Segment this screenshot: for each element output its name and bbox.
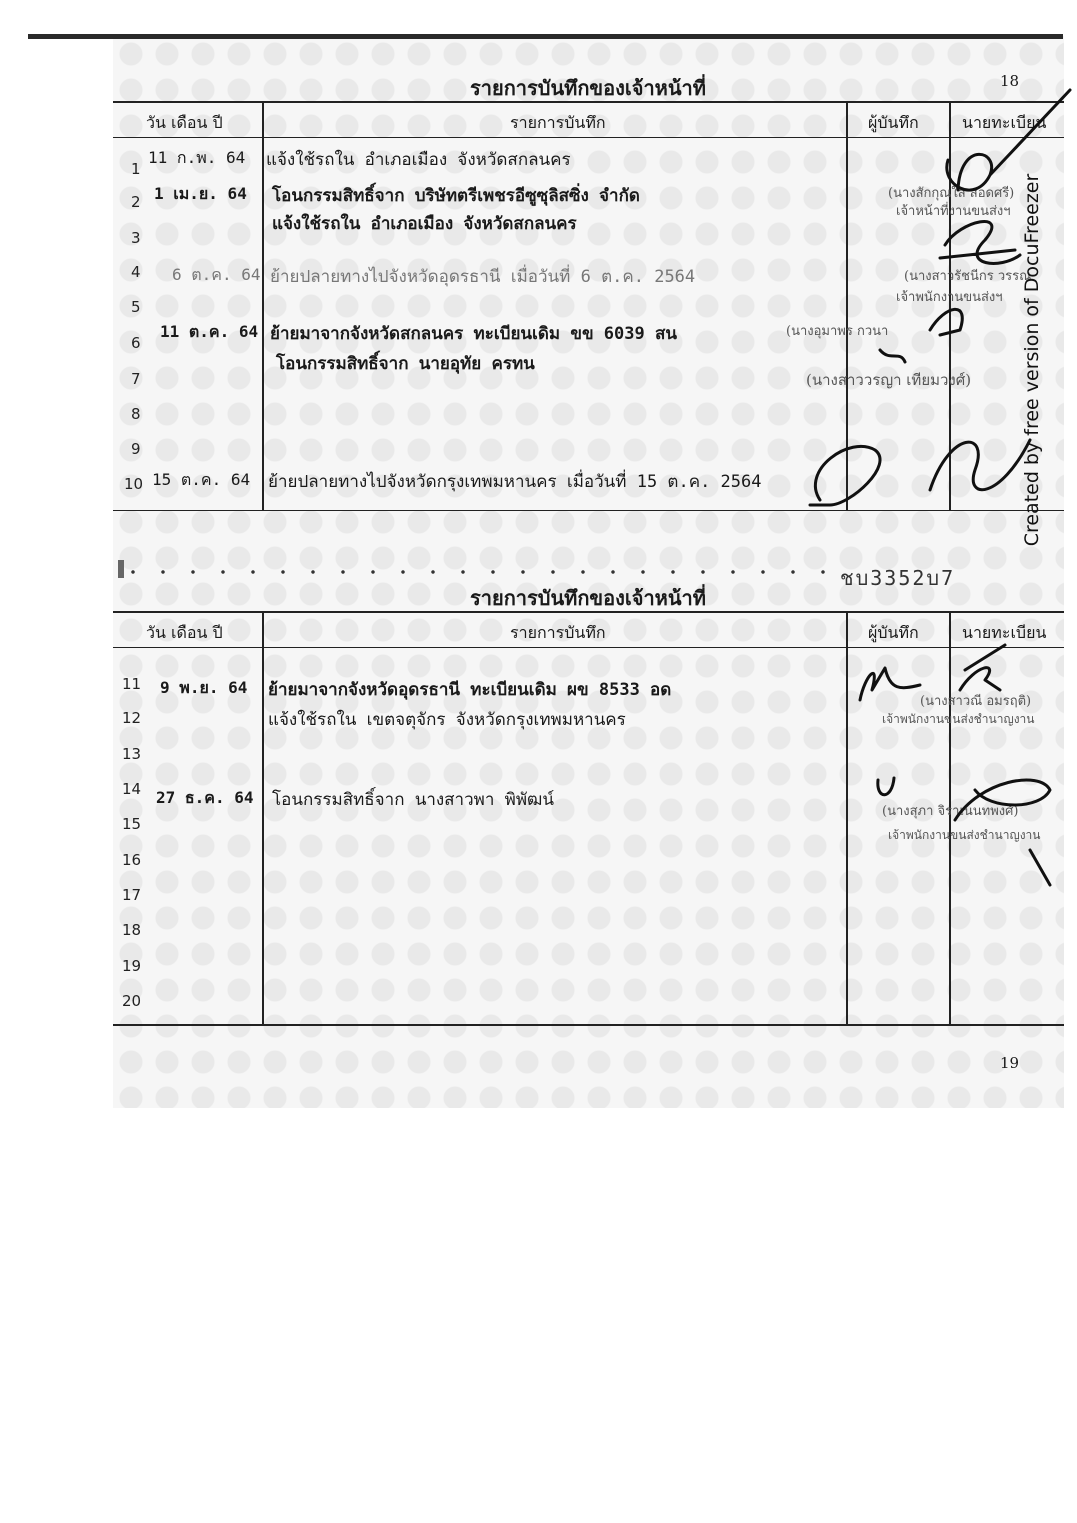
- page2-serial: ชบ3352บ7: [840, 566, 956, 590]
- officer-stamp: (นางสาววรญา เทียมวงศ์): [806, 371, 972, 389]
- page2-header-record: รายการบันทึก: [510, 623, 606, 642]
- page2-header-registrar: นายทะเบียน: [962, 623, 1047, 642]
- entry-text: ย้ายมาจากจังหวัดสกลนคร ทะเบียนเดิม ขข 6039 สน: [270, 324, 677, 344]
- entry-date: 11 ต.ค. 64: [160, 322, 259, 341]
- line-number: 16: [122, 851, 142, 869]
- entry-date: 9 พ.ย. 64: [160, 678, 248, 697]
- page1-header-recorder: ผู้บันทึก: [868, 113, 919, 132]
- page2-header-date: วัน เดือน ปี: [146, 623, 223, 642]
- line-number: 7: [131, 370, 141, 388]
- signature-stroke: [940, 221, 1020, 263]
- line-number: 5: [131, 298, 141, 316]
- signature-stroke: [960, 645, 1005, 690]
- entry-text: แจ้งใช้รถใน อำเภอเมือง จังหวัดสกลนคร: [266, 150, 571, 170]
- signature-stroke: [930, 309, 962, 335]
- line-number: 18: [122, 921, 142, 939]
- entry-text: ย้ายมาจากจังหวัดอุดรธานี ทะเบียนเดิม ผข 8533 อด: [268, 680, 672, 700]
- line-number: 8: [131, 405, 141, 423]
- entry-date: 1 เม.ย. 64: [154, 184, 247, 203]
- line-number: 12: [122, 709, 142, 727]
- entry-date: 6 ต.ค. 64: [172, 265, 261, 284]
- entry-date: 27 ธ.ค. 64: [156, 788, 254, 807]
- entry-text: โอนกรรมสิทธิ์จาก บริษัทตรีเพชรอีซูซุลิสซิ่ง จำกัด: [272, 186, 640, 206]
- line-number: 2: [131, 193, 141, 211]
- signature-stroke: [1030, 850, 1050, 885]
- signature-stroke: [947, 90, 1070, 190]
- officer-stamp: (นางสุภา จิราเนนทพงศ์): [882, 804, 1019, 819]
- signature-stroke: [860, 668, 920, 700]
- signature-stroke: [955, 780, 1050, 820]
- officer-stamp: (นางสักกุณใส สอดศรี): [888, 186, 1015, 201]
- signature-stroke: [878, 778, 894, 795]
- entry-text: โอนกรรมสิทธิ์จาก นายอุทัย ครทน: [276, 354, 535, 374]
- line-number: 14: [122, 780, 142, 798]
- officer-stamp: (นางสาวณี อมรฤติ): [920, 694, 1032, 709]
- page2-page-number: 19: [1000, 1054, 1020, 1072]
- page1-page-number: 18: [1000, 72, 1020, 90]
- page2-header-recorder: ผู้บันทึก: [868, 623, 919, 642]
- page1-header-record: รายการบันทึก: [510, 113, 606, 132]
- officer-stamp: เจ้าพนักงานขนส่งชำนาญงาน: [888, 828, 1041, 842]
- signature-stroke: [810, 446, 880, 505]
- signature-stroke: [880, 350, 905, 362]
- line-number: 17: [122, 886, 142, 904]
- line-number: 3: [131, 229, 141, 247]
- line-number: 1: [131, 160, 141, 178]
- line-number: 19: [122, 957, 142, 975]
- line-number: 10: [124, 475, 144, 493]
- officer-stamp: เจ้าพนักงานขนส่งฯ: [896, 290, 1003, 305]
- watermark-text: Created by free version of DocuFreezer: [1021, 173, 1043, 547]
- line-number: 20: [122, 992, 142, 1010]
- entry-text: แจ้งใช้รถใน อำเภอเมือง จังหวัดสกลนคร: [272, 214, 577, 234]
- officer-stamp: เจ้าพนักงานขนส่งชำนาญงาน: [882, 712, 1035, 726]
- page1-title: รายการบันทึกของเจ้าหน้าที่: [470, 76, 706, 100]
- entry-text: ย้ายปลายทางไปจังหวัดกรุงเทพมหานคร เมื่อวันที่ 15 ต.ค. 2564: [268, 472, 762, 492]
- signature-stroke: [930, 440, 1030, 490]
- entry-date: 15 ต.ค. 64: [152, 470, 251, 489]
- line-number: 4: [131, 263, 141, 281]
- officer-stamp: (นางสาวรัชนีกร วรรณ: [904, 269, 1032, 284]
- entry-text: โอนกรรมสิทธิ์จาก นางสาวพา พิพัฒน์: [272, 790, 555, 810]
- line-number: 11: [122, 675, 142, 693]
- line-number: 9: [131, 440, 141, 458]
- page2-title: รายการบันทึกของเจ้าหน้าที่: [470, 586, 706, 610]
- officer-stamp: เจ้าหน้าที่งานขนส่งฯ: [896, 204, 1011, 219]
- page1-header-registrar: นายทะเบียน: [962, 113, 1047, 132]
- line-number: 15: [122, 815, 142, 833]
- entry-date: 11 ก.พ. 64: [148, 148, 246, 167]
- officer-stamp: (นางอุมาพร กวนา: [786, 324, 889, 339]
- page1-header-date: วัน เดือน ปี: [146, 113, 223, 132]
- line-number: 13: [122, 745, 142, 763]
- line-number: 6: [131, 334, 141, 352]
- entry-text: ย้ายปลายทางไปจังหวัดอุดรธานี เมื่อวันที่ 6 ต.ค. 2564: [270, 267, 696, 287]
- entry-text: แจ้งใช้รถใน เขตจตุจักร จังหวัดกรุงเทพมหานคร: [268, 710, 626, 730]
